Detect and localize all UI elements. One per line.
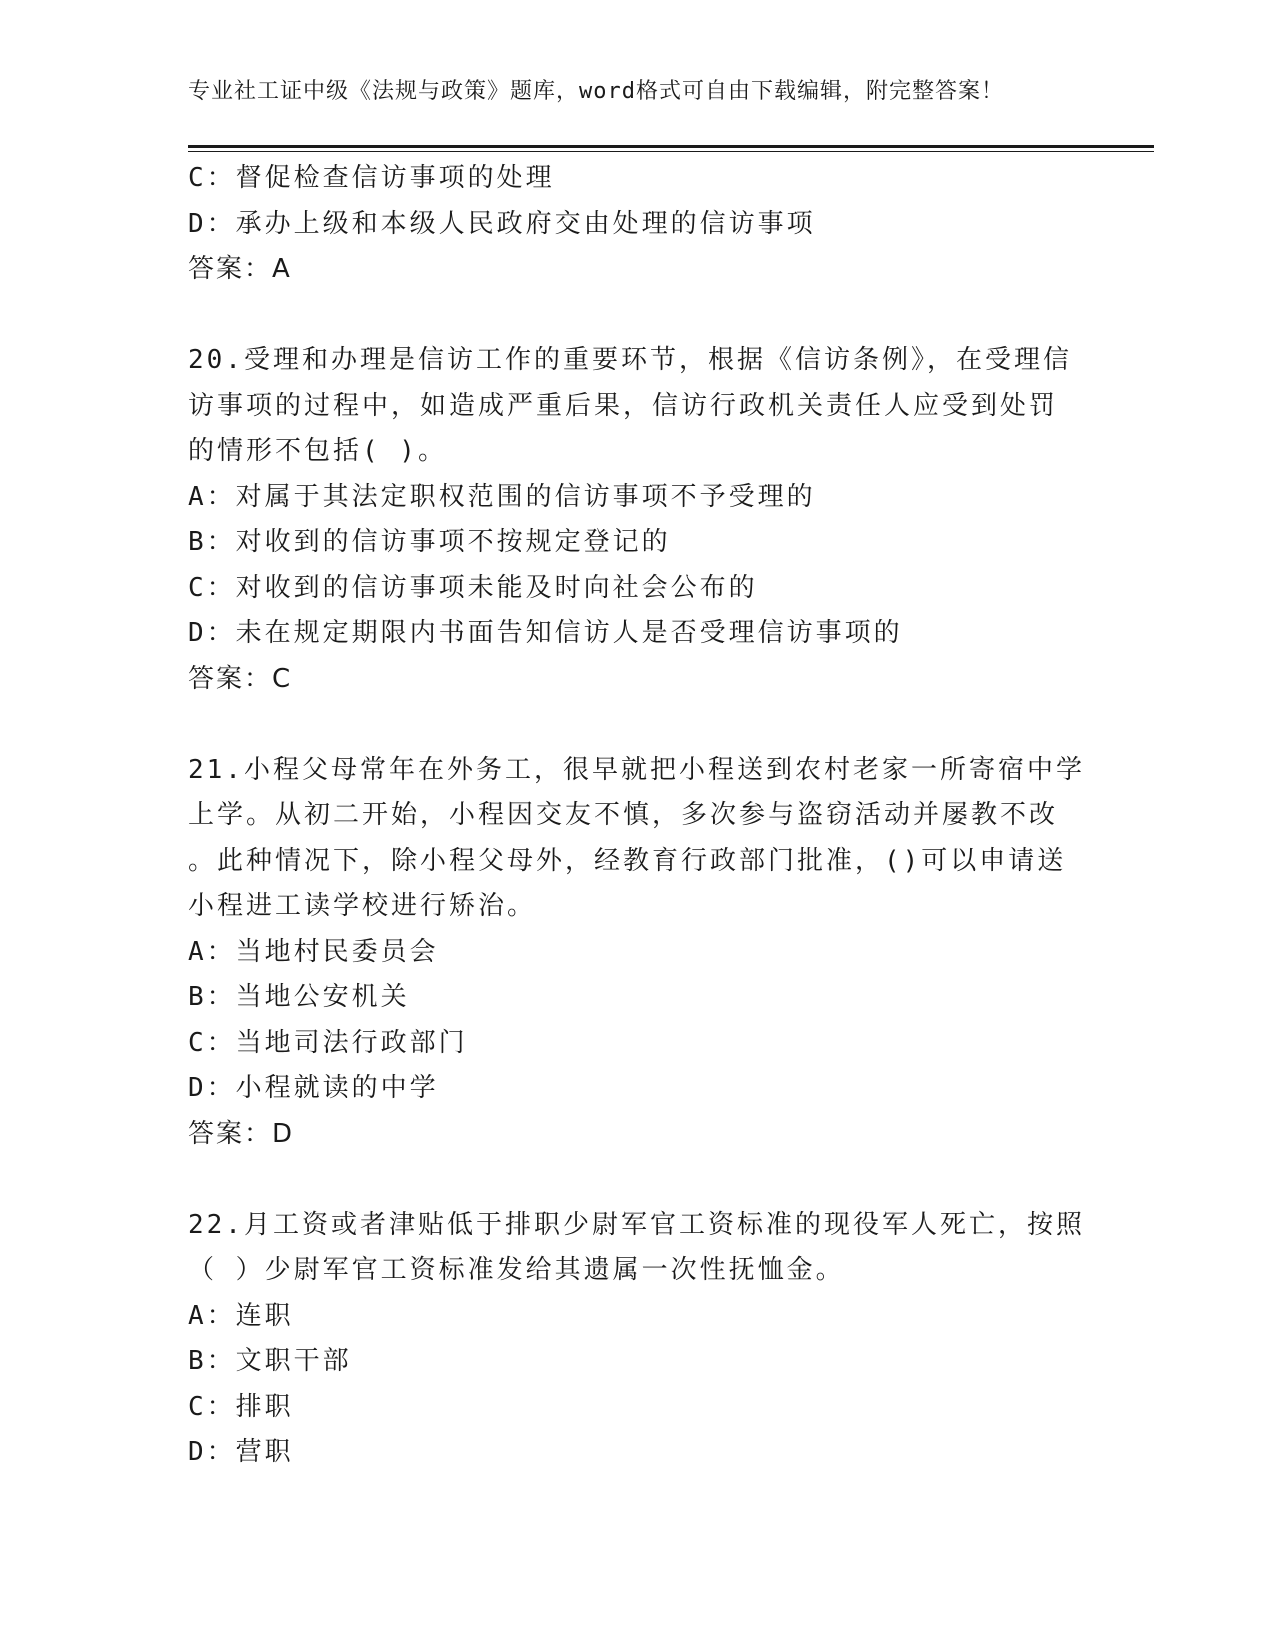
question-20	[188, 338, 1088, 702]
prev-question-block	[188, 156, 1088, 293]
option-a: A：当地村民委员会	[188, 936, 439, 967]
option-d: D：营职	[188, 1437, 294, 1467]
spacer	[188, 293, 1088, 339]
option-c: C：对收到的信访事项未能及时向社会公布的	[188, 572, 758, 603]
question-22	[188, 1203, 1088, 1476]
option-c: C：当地司法行政部门	[188, 1027, 468, 1058]
option-b: B：对收到的信访事项不按规定登记的	[188, 527, 671, 557]
question-text-line: 的情形不包括( )。	[188, 436, 447, 466]
question-text-line: 小程进工读学校进行矫治。	[188, 891, 537, 921]
answer-line: 答案：A	[188, 254, 292, 284]
question-text-line: 。此种情况下，除小程父母外，经教育行政部门批准，()可以申请送	[188, 845, 1067, 876]
option-d: D：未在规定期限内书面告知信访人是否受理信访事项的	[188, 618, 903, 648]
spacer	[188, 1157, 1088, 1203]
question-text-line: 上学。从初二开始，小程因交友不慎，多次参与盗窃活动并屡教不改	[188, 800, 1059, 830]
question-text-line: 访事项的过程中，如造成严重后果，信访行政机关责任人应受到处罚	[188, 390, 1059, 421]
option-b: B：当地公安机关	[188, 982, 410, 1012]
question-21	[188, 748, 1088, 1158]
option-b: B：文职干部	[188, 1346, 352, 1376]
option-d: D：承办上级和本级人民政府交由处理的信访事项	[188, 208, 816, 239]
document-body	[188, 156, 1088, 1476]
question-text-line: 22.月工资或者津贴低于排职少尉军官工资标准的现役军人死亡，按照	[188, 1209, 1085, 1240]
option-a: A：对属于其法定职权范围的信访事项不予受理的	[188, 481, 816, 512]
question-text-line: 20.受理和办理是信访工作的重要环节，根据《信访条例》，在受理信	[188, 345, 1072, 375]
option-a: A：连职	[188, 1300, 294, 1331]
question-text-line: 21.小程父母常年在外务工，很早就把小程送到农村老家一所寄宿中学	[188, 754, 1085, 785]
answer-line: 答案：C	[188, 663, 293, 694]
question-text-line: （ ）少尉军官工资标准发给其遗属一次性抚恤金。	[188, 1255, 845, 1285]
header-rule-thin	[188, 151, 1154, 152]
option-d: D：小程就读的中学	[188, 1073, 439, 1103]
header-rule-thick	[188, 145, 1154, 148]
spacer	[188, 702, 1088, 748]
option-c: C：督促检查信访事项的处理	[188, 163, 555, 193]
answer-line: 答案：D	[188, 1118, 295, 1149]
option-c: C：排职	[188, 1391, 294, 1422]
page-header: 专业社工证中级《法规与政策》题库，word格式可自由下载编辑，附完整答案！	[188, 79, 1004, 104]
